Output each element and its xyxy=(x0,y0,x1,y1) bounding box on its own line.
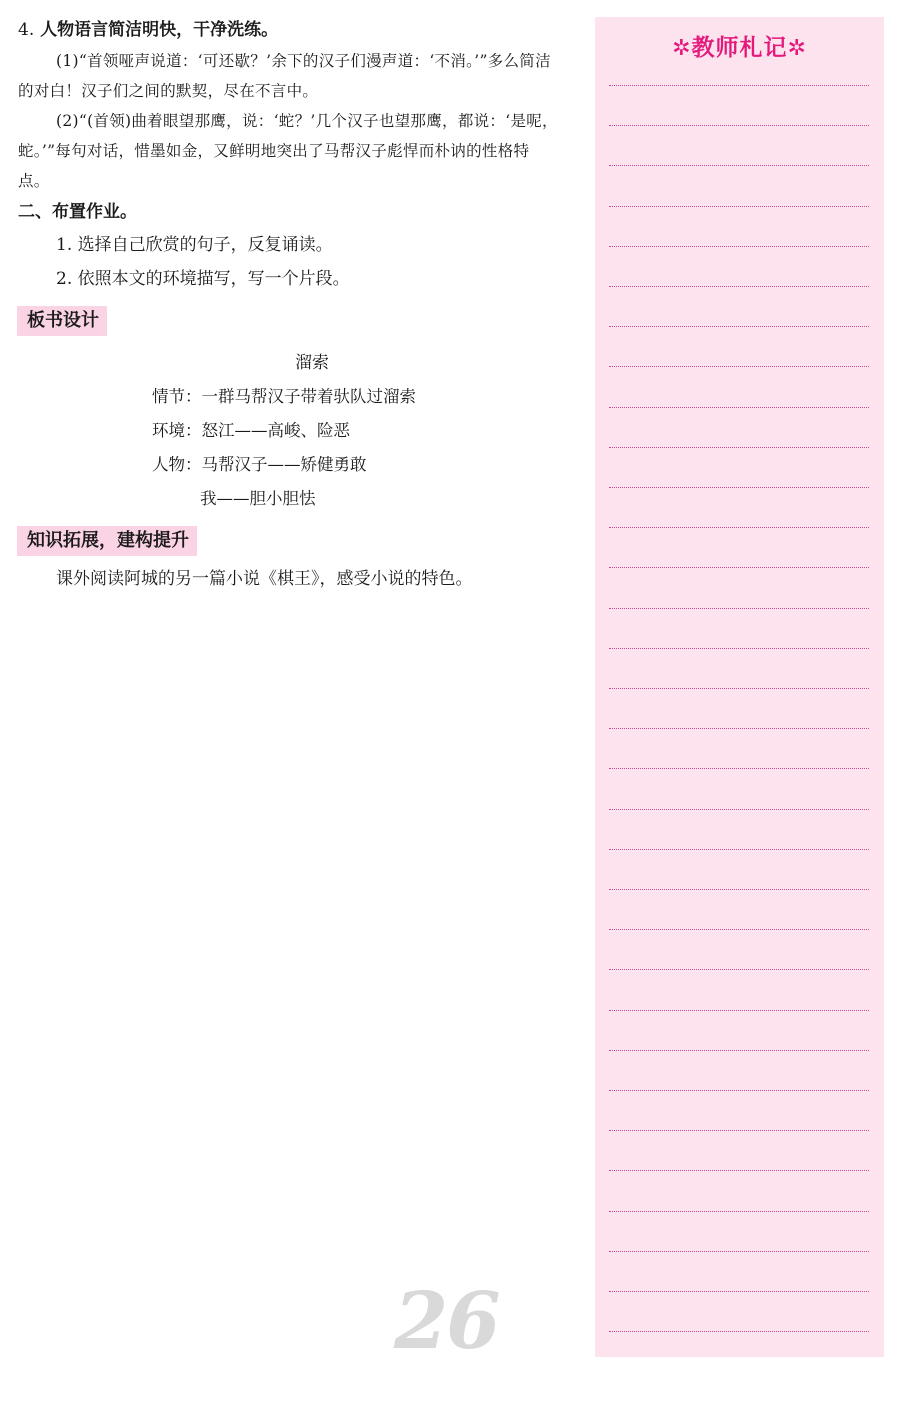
notes-ruled-line xyxy=(609,809,869,810)
example-1-line-1: (1)“首领哑声说道：‘可还歇？’余下的汉子们漫声道：‘不消。’”多么简洁 xyxy=(56,52,551,70)
flower-icon: ✲ xyxy=(672,36,692,61)
example-1-line-2: 的对白！汉子们之间的默契，尽在不言中。 xyxy=(18,82,319,100)
notes-ruled-line xyxy=(609,1251,869,1252)
notes-ruled-line xyxy=(609,1130,869,1131)
board-design-tag: 板书设计 xyxy=(17,306,107,336)
notes-ruled-line xyxy=(609,85,869,86)
assignment-item-1: 1. 选择自己欣赏的句子，反复诵读。 xyxy=(56,235,333,255)
notes-ruled-line xyxy=(609,688,869,689)
notes-ruled-line xyxy=(609,125,869,126)
notes-ruled-line xyxy=(609,929,869,930)
flower-icon: ✲ xyxy=(787,36,807,61)
example-2-line-2: 蛇。’”每句对话，惜墨如金，又鲜明地突出了马帮汉子彪悍而朴讷的性格特 xyxy=(18,142,530,160)
board-line-setting: 环境：怒江——高峻、险恶 xyxy=(152,421,350,440)
notes-ruled-line xyxy=(609,969,869,970)
notes-ruled-line xyxy=(609,326,869,327)
notes-ruled-line xyxy=(609,1090,869,1091)
notes-ruled-line xyxy=(609,165,869,166)
assignment-heading: 二、布置作业。 xyxy=(18,202,137,222)
notes-title-text: 教师札记 xyxy=(691,35,788,61)
notes-ruled-line xyxy=(609,246,869,247)
board-line-narrator: 我——胆小胆怯 xyxy=(200,489,316,508)
notes-ruled-line xyxy=(609,1050,869,1051)
board-title: 溜索 xyxy=(295,353,329,373)
item-number: 4. xyxy=(18,20,35,40)
notes-ruled-line xyxy=(609,1331,869,1332)
extension-tag: 知识拓展，建构提升 xyxy=(17,526,197,556)
notes-ruled-line xyxy=(609,768,869,769)
notes-ruled-line xyxy=(609,487,869,488)
notes-ruled-line xyxy=(609,206,869,207)
notes-ruled-line xyxy=(609,407,869,408)
notes-ruled-line xyxy=(609,1211,869,1212)
board-line-character: 人物：马帮汉子——矫健勇敢 xyxy=(152,455,367,474)
teacher-notes-panel xyxy=(595,17,884,1357)
notes-ruled-line xyxy=(609,366,869,367)
notes-ruled-line xyxy=(609,447,869,448)
notes-ruled-line xyxy=(609,286,869,287)
notes-ruled-line xyxy=(609,728,869,729)
notes-ruled-line xyxy=(609,567,869,568)
notes-ruled-line xyxy=(609,889,869,890)
notes-ruled-line xyxy=(609,849,869,850)
notes-ruled-line xyxy=(609,648,869,649)
board-design xyxy=(18,346,590,516)
notes-ruled-line xyxy=(609,527,869,528)
lesson-content xyxy=(18,14,590,596)
notes-ruled-line xyxy=(609,1010,869,1011)
item-4-heading xyxy=(18,14,590,46)
notes-ruled-line xyxy=(609,1291,869,1292)
notes-title xyxy=(595,29,884,62)
extension-text: 课外阅读阿城的另一篇小说《棋王》，感受小说的特色。 xyxy=(56,569,473,589)
notes-ruled-line xyxy=(609,1170,869,1171)
notes-ruled-line xyxy=(609,608,869,609)
example-2-line-1: (2)“(首领)曲着眼望那鹰，说：‘蛇？’几个汉子也望那鹰，都说：‘是呢， xyxy=(56,112,558,130)
assignment-item-2: 2. 依照本文的环境描写，写一个片段。 xyxy=(56,269,350,289)
example-2-line-3: 点。 xyxy=(18,172,50,190)
board-line-plot: 情节：一群马帮汉子带着驮队过溜索 xyxy=(152,387,416,406)
item-heading-text: 人物语言简洁明快，干净洗练。 xyxy=(40,20,279,40)
page-number: 26 xyxy=(394,1276,499,1367)
